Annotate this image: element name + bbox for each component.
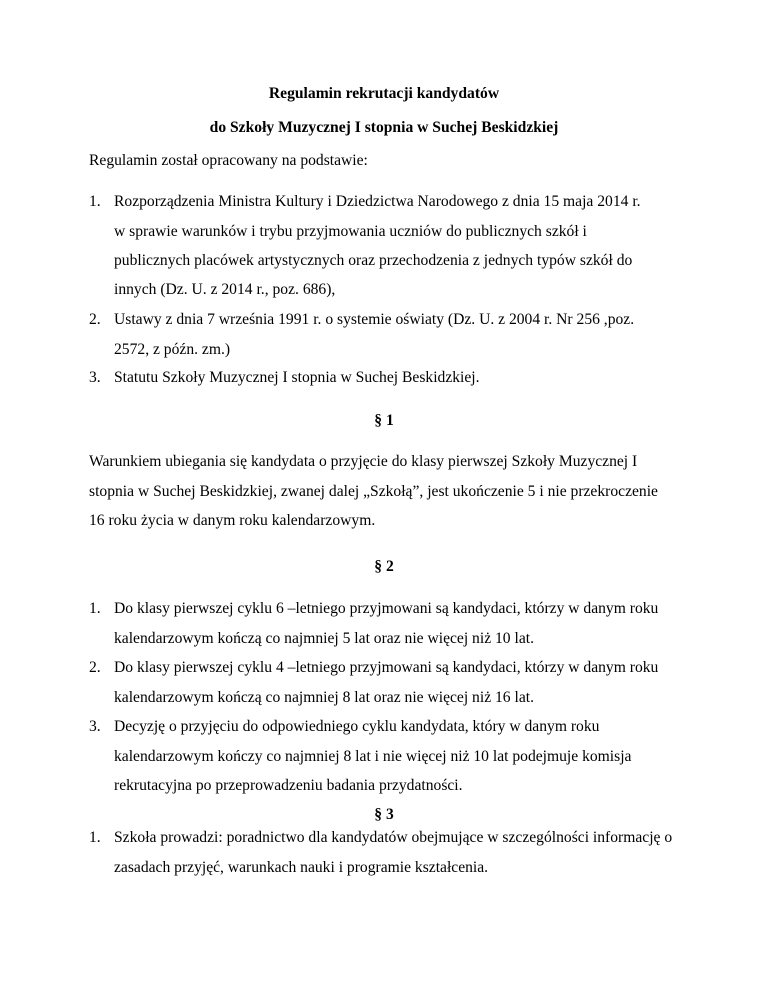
list-item-line: rekrutacyjna po przeprowadzeniu badania przydatności. [114, 777, 463, 794]
list-item-line: publicznych placówek artystycznych oraz przechodzenia z jednych typów szkół do [114, 252, 633, 269]
list-item-line: Do klasy pierwszej cyklu 6 –letniego przyjmowani są kandydaci, którzy w danym roku [114, 600, 659, 617]
list-item-line: innych (Dz. U. z 2014 r., poz. 686), [114, 281, 336, 298]
list-item-line: zasadach przyjęć, warunkach nauki i programie kształcenia. [114, 859, 489, 876]
list-item-line: Ustawy z dnia 7 września 1991 r. o systemie oświaty (Dz. U. z 2004 r. Nr 256 ,poz. [114, 311, 635, 328]
list-item-number: 2. [89, 659, 101, 676]
section-3-heading: § 3 [374, 806, 394, 823]
list-item-line: Szkoła prowadzi: poradnictwo dla kandydatów obejmujące w szczególności informację o [114, 829, 673, 846]
section-1-line: stopnia w Suchej Beskidzkiej, zwanej dalej „Szkołą”, jest ukończenie 5 i nie przekroczenie [89, 483, 658, 500]
list-item-number: 1. [89, 600, 101, 617]
section-2-heading: § 2 [374, 558, 394, 575]
list-item-line: Rozporządzenia Ministra Kultury i Dziedzictwa Narodowego z dnia 15 maja 2014 r. [114, 193, 641, 210]
list-item-number: 3. [89, 718, 101, 735]
list-item-line: kalendarzowym kończy co najmniej 8 lat i nie więcej niż 10 lat podejmuje komisja [114, 748, 632, 765]
list-item-line: Statutu Szkoły Muzycznej I stopnia w Suchej Beskidzkiej. [114, 369, 480, 386]
section-1-line: Warunkiem ubiegania się kandydata o przyjęcie do klasy pierwszej Szkoły Muzycznej I [89, 453, 638, 470]
intro-text: Regulamin został opracowany na podstawie: [89, 152, 368, 169]
list-item-number: 1. [89, 829, 101, 846]
section-1-heading: § 1 [374, 412, 394, 429]
list-item-number: 2. [89, 311, 101, 328]
list-item-line: Decyzję o przyjęciu do odpowiedniego cyklu kandydata, który w danym roku [114, 718, 600, 735]
document-title: Regulamin rekrutacji kandydatów [268, 85, 500, 102]
section-1-line: 16 roku życia w danym roku kalendarzowym. [89, 512, 376, 529]
list-item-line: kalendarzowym kończą co najmniej 5 lat oraz nie więcej niż 10 lat. [114, 630, 534, 647]
document-subtitle: do Szkoły Muzycznej I stopnia w Suchej Beskidzkiej [209, 119, 559, 136]
list-item-number: 1. [89, 193, 101, 210]
list-item-line: Do klasy pierwszej cyklu 4 –letniego przyjmowani są kandydaci, którzy w danym roku [114, 659, 659, 676]
list-item-line: 2572, z późn. zm.) [114, 341, 231, 358]
list-item-number: 3. [89, 369, 101, 386]
list-item-line: kalendarzowym kończą co najmniej 8 lat oraz nie więcej niż 16 lat. [114, 689, 534, 706]
list-item-line: w sprawie warunków i trybu przyjmowania uczniów do publicznych szkół i [114, 223, 587, 240]
